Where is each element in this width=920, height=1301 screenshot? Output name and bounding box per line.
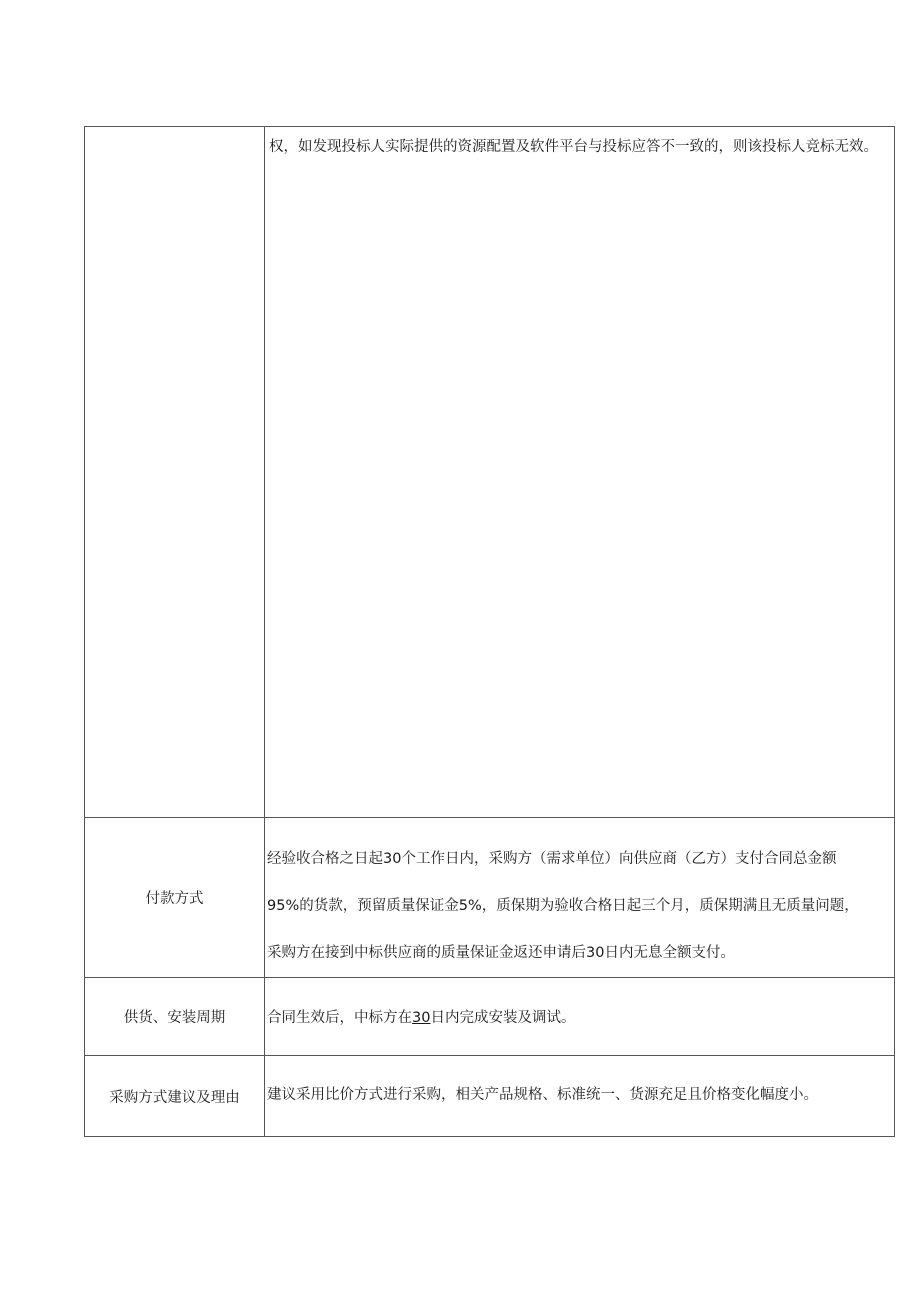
payment-line-2: 95%的货款，预留质量保证金5%，质保期为验收合格日起三个月，质保期满且无质量问题，	[267, 898, 859, 914]
payment-line-1: 经验收合格之日起30个工作日内，采购方（需求单位）向供应商（乙方）支付合同总金额	[267, 851, 837, 867]
method-text: 建议采用比价方式进行采购，相关产品规格、标准统一、货源充足且价格变化幅度小。	[267, 1087, 818, 1103]
continuation-value-cell	[265, 127, 895, 818]
table-row-continuation	[85, 127, 895, 818]
method-value-cell	[265, 1056, 895, 1137]
payment-value-cell	[265, 818, 895, 978]
method-label: 采购方式建议及理由	[85, 1056, 265, 1137]
table-row-delivery	[85, 978, 895, 1056]
table-row-method	[85, 1056, 895, 1137]
delivery-text-before: 合同生效后，中标方在	[267, 1010, 412, 1026]
delivery-label: 供货、安装周期	[85, 978, 265, 1056]
continuation-label-cell	[85, 127, 265, 818]
payment-text	[265, 818, 894, 977]
procurement-table	[84, 126, 895, 1137]
continuation-text: 权，如发现投标人实际提供的资源配置及软件平台与投标应答不一致的，则该投标人竞标无效。	[269, 139, 878, 155]
payment-label: 付款方式	[85, 818, 265, 978]
payment-line-3: 采购方在接到中标供应商的质量保证金返还申请后30日内无息全额支付。	[267, 945, 735, 961]
delivery-text-after: 日内完成安装及调试。	[430, 1010, 576, 1026]
table-row-payment	[85, 818, 895, 978]
delivery-value-cell	[265, 978, 895, 1056]
delivery-days-value: 30	[412, 1010, 431, 1026]
delivery-text	[265, 978, 894, 1030]
